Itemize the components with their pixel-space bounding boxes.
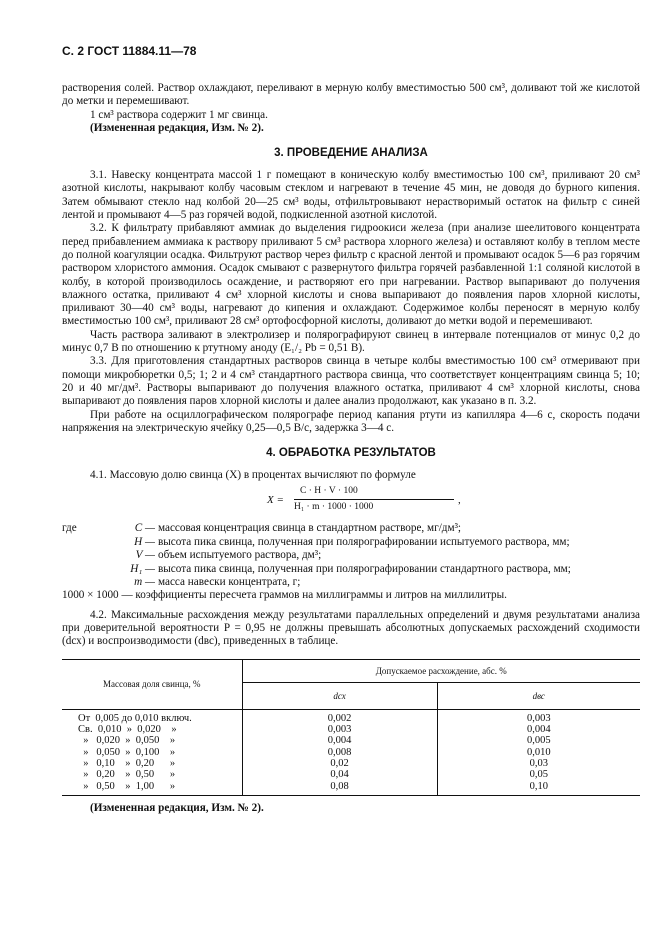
paragraph-4-1: 4.1. Массовую долю свинца (X) в процентах вычисляют по формуле (90, 469, 416, 482)
cell-dvc: 0,003 (526, 712, 551, 724)
definitions (62, 522, 640, 602)
section-4-title: 4. ОБРАБОТКА РЕЗУЛЬТАТОВ (266, 447, 436, 460)
definition-symbol: m — (134, 576, 155, 589)
table-header-dvc: dвс (437, 682, 640, 709)
cell-dcx: 0,003 (242, 724, 437, 735)
definition-text: массовая концентрация свинца в стандартном растворе, мг/дм³; (158, 522, 462, 535)
cell-dcx: 0,002 (242, 709, 437, 724)
cell-range: » 0,20 » 0,50 » (62, 769, 242, 780)
cell-dvc: 0,10 (529, 780, 548, 792)
cell-range: » 0,10 » 0,20 » (62, 758, 242, 769)
intro-paragraph: растворения солей. Раствор охлаждают, переливают в мерную колбу вместимостью 500 см³, доливают той же кислотой до метки и перемешивают. (62, 82, 640, 108)
cell-range: » 0,020 » 0,050 » (62, 735, 242, 746)
page-header: С. 2 ГОСТ 11884.11—78 (62, 44, 197, 58)
table-header-mass-fraction: Массовая доля свинца, % (62, 659, 242, 709)
definition-row (62, 549, 640, 562)
table-row (62, 709, 640, 724)
tolerance-table (62, 659, 640, 796)
cell-dcx: 0,004 (242, 735, 437, 746)
document-page (62, 44, 640, 815)
cell-dcx: 0,08 (242, 781, 437, 796)
definition-symbol: H₁ — (130, 562, 155, 575)
cell-range: От 0,005 до 0,010 включ. (62, 709, 242, 724)
cell-dvc: 0,05 (529, 769, 548, 781)
definition-symbol: C — (134, 522, 155, 535)
where-label: где (62, 522, 77, 535)
definition-coefficients: 1000 × 1000 — коэффициенты пересчета граммов на миллиграммы и литров на миллилитры. (62, 589, 507, 602)
cell-range: Св. 0,010 » 0,020 » (62, 724, 242, 735)
formula-denominator: H₁ · m · 1000 · 1000 (294, 502, 374, 513)
paragraph-4-2: 4.2. Максимальные расхождения между результатами параллельных определений и двумя результатами анализа при доверительной вероятности P = 0,95 не должны превышать абсолютных допускаемых расхождений сходимости (dсх) и воспроизводимости (dвс), приведенных в таблице. (62, 608, 640, 648)
cell-dvc: 0,005 (526, 735, 551, 747)
revision-note-footer: (Измененная редакция, Изм. № 2). (90, 801, 264, 814)
definition-text: объем испытуемого раствора, дм³; (158, 549, 322, 562)
definition-row (62, 576, 640, 589)
definition-row (62, 522, 640, 535)
section-3-title: 3. ПРОВЕДЕНИЕ АНАЛИЗА (274, 147, 428, 160)
paragraph-3-3: 3.3. Для приготовления стандартных растворов свинца в четыре колбы вместимостью 100 см³ отмеривают при помощи микробюретки 0,5; 1; 2 и 4 см³ стандартного раствора свинца, что соответствует концентрациям свинца 5; 10; 20 и 40 мг/дм³. Растворы выпаривают до получения влажного остатка, приливают 4 см³ хлорной кислоты, снова выпаривают до появления паров хлорной кислоты и далее анализ продолжают, как указано в п. 3.2. (62, 355, 640, 408)
fraction-line (294, 499, 454, 500)
definition-row (62, 536, 640, 549)
paragraph-3-3-b: При работе на осциллографическом полярографе период капания ртути из капилляра 4—6 с, скорость подачи напряжения на электрическую ячейку 0,25—0,5 В/с, задержка 3—4 с. (62, 408, 640, 434)
table-row (62, 769, 640, 780)
definition-symbol: V — (135, 549, 155, 562)
definition-row (62, 563, 640, 576)
table-row (62, 747, 640, 758)
cell-dcx: 0,04 (242, 769, 437, 780)
cell-dcx: 0,02 (242, 758, 437, 769)
intro-note: 1 см³ раствора содержит 1 мг свинца. (90, 108, 268, 121)
formula-lhs: X = (267, 494, 284, 507)
cell-dvc: 0,004 (526, 724, 551, 736)
definition-symbol: H — (134, 535, 155, 548)
table-row (62, 758, 640, 769)
cell-dvc: 0,03 (529, 757, 548, 769)
formula-numerator: C · H · V · 100 (300, 486, 358, 497)
revision-note: (Измененная редакция, Изм. № 2). (90, 121, 264, 134)
table-header-dcx: dсх (242, 682, 437, 709)
definition-text: высота пика свинца, полученная при полярографировании испытуемого раствора, мм; (158, 535, 570, 548)
definition-text: высота пика свинца, полученная при полярографировании стандартного раствора, мм; (158, 562, 571, 575)
cell-range: » 0,50 » 1,00 » (62, 781, 242, 796)
paragraph-3-2: 3.2. К фильтрату прибавляют аммиак до выделения гидроокиси железа (при анализе шеелитового концентрата перед прибавлением аммиака к раствору приливают 5 см³ раствора хлорного железа) и оставляют колбу в теплом месте до полной коагуляции осадка. Фильтруют раствор через фильтр с красной лентой и промывают осадок 5—6 раз горячим раствором хлористого аммония. Осадок смывают с развернутого фильтра горячей разбавленной 1:1 соляной кислотой в колбу, в которой производилось осаждение, и растворяют его при нагревании. Раствор выпаривают до получения влажного остатка, приливают 4 см³ хлорной кислоты и снова выпаривают до появления паров хлорной кислоты, приливают 30—40 см³ воды, нагревают до кипения и охлаждают. Содержимое колбы переносят в мерную колбу вместимостью 100 см³, приливают 28 см³ ортофосфорной кислоты, доливают до метки водой и перемешивают. (62, 222, 640, 328)
cell-dvc: 0,010 (526, 746, 551, 758)
table-row (62, 735, 640, 746)
table-header-tolerance: Допускаемое расхождение, абс. % (242, 659, 640, 682)
table-row (62, 724, 640, 735)
formula-comma: , (458, 494, 461, 507)
paragraph-3-2-b: Часть раствора заливают в электролизер и полярографируют свинец в интервале потенциалов от минус 0,2 до минус 0,7 В по отношению к ртутному аноду (E₁/₂ Pb = 0,51 В). (62, 328, 640, 355)
table-row (62, 781, 640, 796)
cell-dcx: 0,008 (242, 747, 437, 758)
paragraph-3-1: 3.1. Навеску концентрата массой 1 г помещают в коническую колбу вместимостью 100 см³, приливают 20 см³ азотной кислоты, накрывают колбу часовым стеклом и нагревают в течение 45 мин, не доводя до бурного кипения. Затем обмывают стекло над колбой 20—25 см³ воды, отфильтровывают нерастворимый остаток на фильтр с синей лентой и промывают 4—5 раз горячей водой, подкисленной азотной кислотой. (62, 169, 640, 222)
formula (62, 486, 640, 516)
definition-text: масса навески концентрата, г; (158, 576, 301, 589)
cell-range: » 0,050 » 0,100 » (62, 747, 242, 758)
